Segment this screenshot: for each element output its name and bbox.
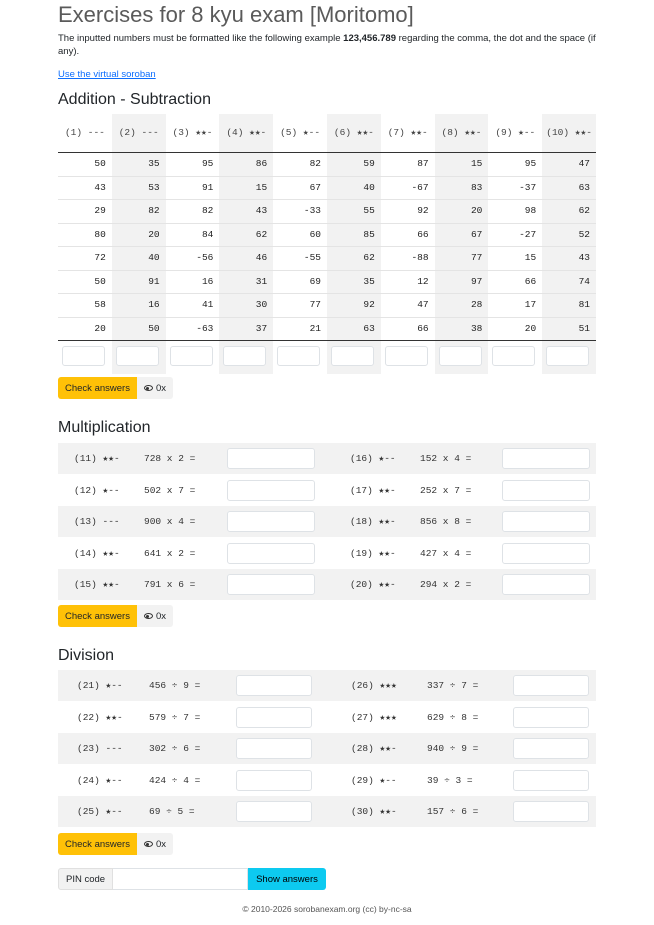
eye-icon: [144, 841, 153, 847]
header-divider: [58, 152, 596, 153]
problem-expression: 294 x 2 =: [420, 579, 472, 590]
problem-label: (30) ★★-: [351, 806, 397, 817]
answer-input[interactable]: [385, 346, 428, 366]
addend-value: 66: [524, 275, 537, 287]
addend-value: -67: [411, 181, 429, 193]
problem-expression: 856 x 8 =: [420, 516, 472, 527]
addend-value: 55: [363, 205, 375, 216]
addend-value: 50: [94, 158, 106, 169]
problem-expression: 791 x 6 =: [144, 579, 196, 590]
addend-value: 20: [524, 322, 537, 334]
problem-row: [58, 796, 596, 827]
addend-value: 92: [363, 299, 375, 310]
addend-value: 43: [94, 181, 106, 193]
addend-value: 43: [255, 205, 268, 216]
attempt-counter: 0x: [137, 377, 173, 399]
addition-column: [488, 114, 542, 374]
addend-value: 38: [470, 322, 483, 334]
attempt-counter: 0x: [137, 605, 173, 627]
eye-icon: [144, 385, 153, 391]
addend-value: 91: [201, 181, 214, 193]
addend-value: 95: [201, 158, 214, 169]
problem-expression: 302 ÷ 6 =: [149, 743, 201, 754]
problem-label: (22) ★★-: [77, 711, 123, 723]
addend-value: 20: [470, 205, 483, 216]
problem-expression: 252 x 7 =: [420, 484, 472, 496]
row-divider: [58, 246, 596, 247]
answer-input[interactable]: [170, 346, 213, 366]
problem-label: (26) ★★★: [351, 680, 397, 691]
addend-value: 82: [201, 205, 214, 216]
addend-value: 21: [309, 322, 321, 334]
pin-label: PIN code: [58, 868, 113, 890]
answer-input[interactable]: [546, 346, 589, 366]
addition-heading: Addition - Subtraction: [58, 91, 211, 108]
row-divider: [58, 317, 596, 318]
answer-input[interactable]: [502, 543, 590, 564]
addend-value: 62: [255, 228, 268, 240]
addend-value: 67: [470, 228, 483, 240]
problem-label: (25) ★--: [77, 806, 123, 817]
answer-input[interactable]: [513, 801, 589, 822]
answer-input[interactable]: [236, 707, 312, 728]
addend-value: 98: [524, 205, 537, 216]
problem-label: (14) ★★-: [74, 547, 120, 559]
page-title: Exercises for 8 kyu exam [Moritomo]: [58, 2, 414, 27]
problem-row: [58, 443, 596, 474]
addend-value: 59: [363, 158, 375, 169]
problem-row: [58, 475, 596, 506]
column-header: (3) ★★-: [172, 127, 213, 138]
addend-value: 28: [470, 299, 483, 310]
addend-value: 15: [470, 158, 483, 169]
answer-input[interactable]: [227, 574, 315, 595]
answer-input[interactable]: [236, 801, 312, 822]
addend-value: 20: [94, 322, 106, 334]
problem-expression: 69 ÷ 5 =: [149, 806, 195, 817]
addend-value: 15: [255, 181, 268, 193]
answer-input[interactable]: [513, 675, 589, 696]
addend-value: 40: [148, 252, 160, 263]
row-divider: [58, 293, 596, 294]
addend-value: -27: [519, 228, 537, 240]
addend-value: 40: [363, 181, 375, 193]
answer-input[interactable]: [116, 346, 159, 366]
addend-value: 50: [94, 275, 106, 287]
column-header: (7) ★★-: [387, 127, 428, 138]
answer-input[interactable]: [502, 448, 590, 469]
problem-row: [58, 506, 596, 537]
addend-value: 67: [309, 181, 321, 193]
addend-value: -33: [303, 205, 321, 216]
addition-column: [542, 114, 596, 374]
answer-input[interactable]: [277, 346, 320, 366]
problem-label: (13) ---: [74, 516, 120, 527]
addend-value: 97: [470, 275, 483, 287]
addend-value: 77: [470, 252, 483, 263]
addend-value: 43: [578, 252, 590, 263]
addend-value: 41: [201, 299, 214, 310]
answer-input[interactable]: [439, 346, 482, 366]
addend-value: 66: [417, 322, 429, 334]
division-heading: Division: [58, 647, 115, 664]
column-header: (4) ★★-: [226, 127, 267, 138]
addend-value: 63: [578, 181, 590, 193]
virtual-soroban-link[interactable]: Use the virtual soroban: [58, 69, 156, 80]
addend-value: 84: [201, 228, 214, 240]
addition-column: [166, 114, 220, 374]
row-divider: [58, 199, 596, 200]
addend-value: 12: [417, 275, 429, 287]
addend-value: 86: [255, 158, 268, 169]
problem-expression: 456 ÷ 9 =: [149, 680, 201, 691]
addition-column: [219, 114, 273, 374]
addend-value: 47: [578, 158, 590, 169]
addition-column: [112, 114, 166, 374]
addend-value: 17: [524, 299, 537, 310]
problem-label: (28) ★★-: [351, 743, 397, 754]
check-answers-button[interactable]: Check answers: [58, 605, 137, 627]
intro-text: The inputted numbers must be formatted like the following example 123,456.789 regarding the comma, the dot and the space (if any).: [58, 33, 596, 57]
problem-expression: 157 ÷ 6 =: [427, 806, 479, 817]
column-header: (5) ★--: [280, 127, 321, 138]
answer-input[interactable]: [513, 770, 589, 791]
addend-value: 63: [363, 322, 375, 334]
addition-column: [435, 114, 489, 374]
addition-column: [58, 114, 112, 374]
addend-value: 62: [363, 252, 375, 263]
problem-label: (23) ---: [77, 743, 123, 754]
problem-expression: 424 ÷ 4 =: [149, 774, 201, 786]
addend-value: 29: [94, 205, 106, 216]
attempt-counter: 0x: [137, 833, 173, 855]
problem-expression: 337 ÷ 7 =: [427, 680, 479, 691]
addend-value: 58: [94, 299, 106, 310]
column-header: (9) ★--: [495, 127, 536, 138]
problem-label: (18) ★★-: [350, 516, 396, 527]
answer-input[interactable]: [223, 346, 266, 366]
addend-value: -37: [519, 181, 537, 193]
addend-value: 82: [309, 158, 321, 169]
problem-expression: 629 ÷ 8 =: [427, 711, 479, 723]
addend-value: 60: [309, 228, 321, 240]
addend-value: -63: [196, 322, 214, 334]
answer-input[interactable]: [236, 675, 312, 696]
problem-expression: 940 ÷ 9 =: [427, 743, 479, 754]
problem-label: (17) ★★-: [350, 484, 396, 496]
row-divider: [58, 223, 596, 224]
addition-column: [327, 114, 381, 374]
column-header: (8) ★★-: [441, 127, 482, 138]
problem-expression: 641 x 2 =: [144, 547, 196, 559]
column-header: (1) ---: [64, 127, 105, 138]
addend-value: 46: [255, 252, 268, 263]
addend-value: 72: [94, 252, 106, 263]
check-answers-button[interactable]: Check answers: [58, 377, 137, 399]
problem-label: (12) ★--: [74, 484, 120, 496]
addend-value: 80: [94, 228, 106, 240]
problem-row: [58, 765, 596, 796]
check-answers-button[interactable]: Check answers: [58, 833, 137, 855]
addend-value: 31: [255, 275, 268, 287]
column-header: (10) ★★-: [546, 127, 592, 138]
problem-expression: 152 x 4 =: [420, 453, 472, 464]
addition-table: [58, 114, 596, 374]
addend-value: 30: [255, 299, 268, 310]
problem-row: [58, 733, 596, 764]
show-answers-button[interactable]: Show answers: [248, 868, 326, 890]
answer-input[interactable]: [227, 448, 315, 469]
problem-expression: 427 x 4 =: [420, 547, 472, 559]
answer-input[interactable]: [62, 346, 105, 366]
row-divider: [58, 270, 596, 271]
addend-value: 20: [148, 228, 160, 240]
answer-input[interactable]: [502, 511, 590, 532]
addend-value: 95: [524, 158, 537, 169]
problem-label: (16) ★--: [350, 453, 396, 464]
addend-value: 87: [417, 158, 429, 169]
problem-expression: 579 ÷ 7 =: [149, 711, 201, 723]
addend-value: 83: [470, 181, 483, 193]
answer-input[interactable]: [502, 574, 590, 595]
addend-value: 50: [148, 322, 160, 334]
problem-row: [58, 670, 596, 701]
problem-label: (21) ★--: [77, 680, 123, 691]
addend-value: -56: [196, 252, 214, 263]
problem-label: (20) ★★-: [350, 579, 396, 590]
addend-value: 35: [363, 275, 375, 287]
problem-expression: 900 x 4 =: [144, 516, 196, 527]
pin-input[interactable]: [113, 868, 248, 890]
addend-value: 15: [524, 252, 537, 263]
addend-value: 53: [148, 181, 160, 193]
answer-input[interactable]: [236, 738, 312, 759]
problem-label: (24) ★--: [77, 774, 123, 786]
addend-value: 62: [578, 205, 590, 216]
addend-value: 66: [417, 228, 429, 240]
problem-expression: 728 x 2 =: [144, 453, 196, 464]
column-header: (6) ★★-: [333, 127, 374, 138]
problem-row: [58, 569, 596, 600]
answer-input[interactable]: [331, 346, 374, 366]
column-header: (2) ---: [118, 127, 159, 138]
answer-input[interactable]: [513, 707, 589, 728]
addend-value: 16: [148, 299, 160, 310]
addend-value: 85: [363, 228, 375, 240]
eye-icon: [144, 613, 153, 619]
problem-label: (19) ★★-: [350, 547, 396, 559]
addition-check-group: [58, 377, 173, 399]
addend-value: 91: [148, 275, 160, 287]
problem-label: (11) ★★-: [74, 453, 120, 464]
problem-expression: 502 x 7 =: [144, 484, 196, 496]
answer-input[interactable]: [227, 511, 315, 532]
addend-value: -88: [411, 252, 429, 263]
sum-divider: [58, 340, 596, 341]
addend-value: 81: [578, 299, 590, 310]
answer-input[interactable]: [236, 770, 312, 791]
multiplication-heading: Multiplication: [58, 419, 151, 436]
addend-value: 74: [578, 275, 590, 287]
addition-column: [381, 114, 435, 374]
format-example: 123,456.789: [343, 33, 396, 44]
addend-value: 51: [578, 322, 590, 334]
addition-column: [273, 114, 327, 374]
addend-value: 37: [255, 322, 268, 334]
problem-label: (27) ★★★: [351, 711, 397, 723]
row-divider: [58, 176, 596, 177]
addend-value: 47: [417, 299, 429, 310]
addend-value: 16: [201, 275, 214, 287]
answer-input[interactable]: [227, 480, 315, 501]
addend-value: 82: [148, 205, 160, 216]
addend-value: 69: [309, 275, 321, 287]
addend-value: 35: [148, 158, 160, 169]
addend-value: 52: [578, 228, 590, 240]
answer-input[interactable]: [227, 543, 315, 564]
answer-input[interactable]: [502, 480, 590, 501]
addend-value: 92: [417, 205, 429, 216]
addend-value: -55: [303, 252, 321, 263]
answer-input[interactable]: [513, 738, 589, 759]
pin-group: [58, 868, 326, 890]
problem-expression: 39 ÷ 3 =: [427, 774, 473, 786]
multiplication-check-group: [58, 605, 173, 627]
problem-row: [58, 538, 596, 569]
addend-value: 77: [309, 299, 321, 310]
answer-input[interactable]: [492, 346, 535, 366]
division-check-group: [58, 833, 173, 855]
footer: © 2010-2026 sorobanexam.org (cc) by-nc-sa: [242, 904, 412, 914]
problem-label: (29) ★--: [351, 774, 397, 786]
problem-label: (15) ★★-: [74, 579, 120, 590]
problem-row: [58, 702, 596, 733]
